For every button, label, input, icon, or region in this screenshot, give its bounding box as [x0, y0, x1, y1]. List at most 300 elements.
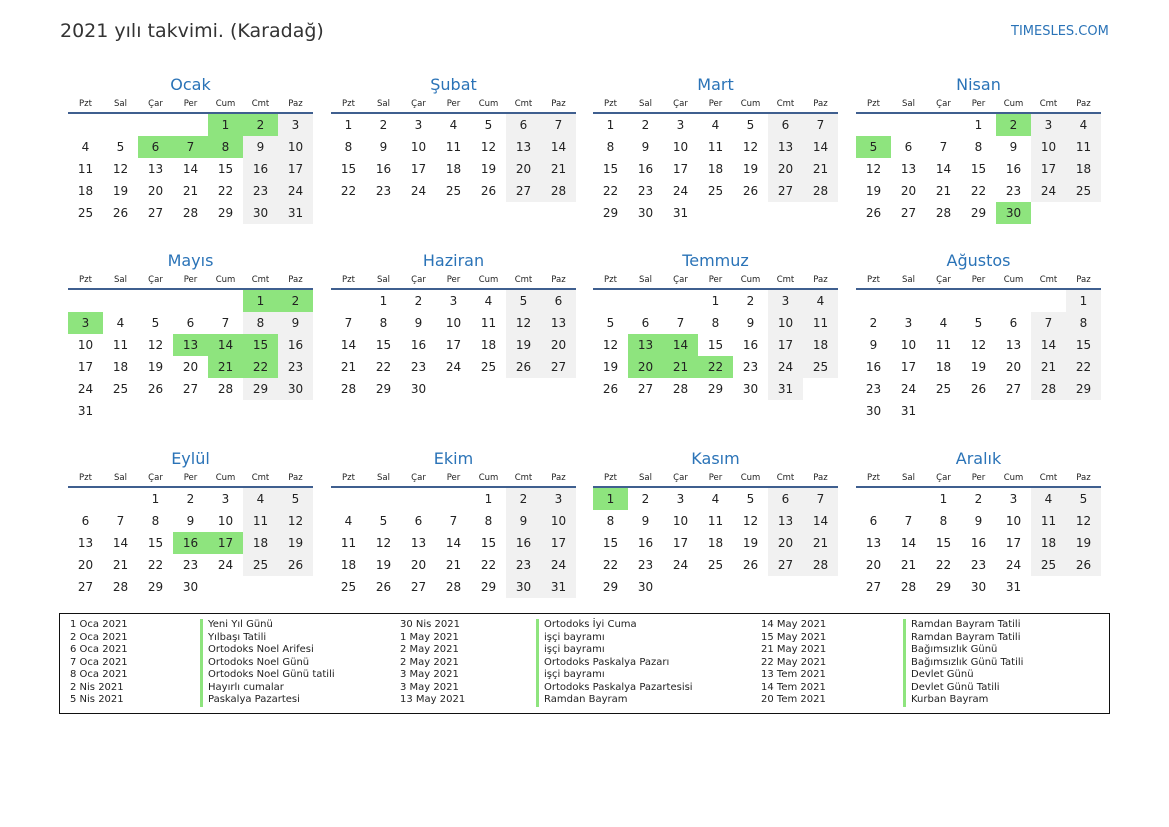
empty-cell: [768, 576, 803, 598]
day-cell: 23: [637, 558, 654, 572]
empty-cell: [138, 290, 173, 312]
day-cell: 10: [217, 514, 234, 528]
day-cell: 4: [711, 492, 720, 506]
day-cell: 24: [672, 184, 689, 198]
day-cell: 3: [449, 294, 458, 308]
day-cell: 4: [711, 118, 720, 132]
day-cell: 9: [186, 514, 195, 528]
weekday-label: Çar: [148, 275, 163, 285]
holiday-date: 1 Oca 2021: [70, 619, 128, 630]
weekday-label: Per: [708, 99, 723, 109]
day-cell: 25: [803, 356, 838, 378]
day-cell: 22: [1066, 356, 1101, 378]
weekday-label: Cum: [478, 473, 499, 483]
weekday-label: Cum: [740, 473, 761, 483]
weekday-label: Sal: [114, 473, 127, 483]
weekday-label: Çar: [936, 473, 951, 483]
weekday-label: Cum: [215, 473, 236, 483]
day-cell: 22: [698, 356, 733, 378]
day-cell: 29: [970, 206, 987, 220]
weekday-label: Per: [708, 275, 723, 285]
day-cell: 1: [208, 114, 243, 136]
day-cell: 11: [340, 536, 357, 550]
holiday-name: Devlet Günü: [903, 669, 1023, 682]
empty-cell: [593, 290, 628, 312]
day-cell: 11: [445, 140, 462, 154]
day-cell: 27: [147, 206, 164, 220]
weekday-label: Çar: [673, 473, 688, 483]
day-cell: 8: [379, 316, 388, 330]
day-cell: 27: [77, 580, 94, 594]
day-cell: 6: [1009, 316, 1018, 330]
holiday-date: 2 May 2021: [400, 656, 459, 668]
day-cell: 29: [1066, 378, 1101, 400]
day-cell: 10: [672, 140, 689, 154]
day-grid: [856, 488, 1101, 598]
empty-cell: [243, 576, 278, 598]
day-cell: 8: [484, 514, 493, 528]
holiday-names-col-1: [200, 619, 335, 707]
weekday-label: Paz: [1076, 99, 1091, 109]
day-cell: 22: [935, 558, 952, 572]
day-cell: 16: [243, 158, 278, 180]
day-cell: 20: [768, 158, 803, 180]
weekday-label: Sal: [902, 473, 915, 483]
day-cell: 13: [768, 136, 803, 158]
day-cell: 30: [182, 580, 199, 594]
day-cell: 12: [480, 140, 497, 154]
month-2: [331, 74, 576, 202]
day-cell: 20: [768, 532, 803, 554]
day-cell: 18: [340, 558, 357, 572]
weekday-label: Cum: [215, 99, 236, 109]
weekday-label: Cmt: [776, 99, 795, 109]
day-cell: 30: [278, 378, 313, 400]
weekday-label: Pzt: [604, 473, 617, 483]
day-cell: 1: [379, 294, 388, 308]
day-cell: 1: [243, 290, 278, 312]
day-cell: 8: [939, 514, 948, 528]
day-cell: 24: [672, 558, 689, 572]
day-cell: 4: [344, 514, 353, 528]
day-cell: 18: [707, 536, 724, 550]
month-name: Haziran: [422, 251, 485, 270]
empty-cell: [803, 576, 838, 598]
weekday-label: Sal: [639, 473, 652, 483]
holiday-name: işçi bayramı: [536, 632, 693, 645]
day-cell: 21: [182, 184, 199, 198]
day-cell: 17: [410, 162, 427, 176]
day-cell: 26: [865, 206, 882, 220]
weekday-label: Sal: [114, 275, 127, 285]
empty-cell: [331, 290, 366, 312]
day-cell: 27: [900, 206, 917, 220]
holiday-name: Yılbaşı Tatili: [200, 632, 335, 645]
holiday-name: Ramdan Bayram Tatili: [903, 632, 1023, 645]
day-cell: 19: [506, 334, 541, 356]
day-cell: 1: [606, 118, 615, 132]
empty-cell: [138, 400, 173, 422]
day-cell: 27: [768, 180, 803, 202]
empty-cell: [278, 576, 313, 598]
day-cell: 11: [707, 140, 724, 154]
day-cell: 10: [541, 510, 576, 532]
holiday-date: 14 May 2021: [761, 619, 827, 630]
weekday-label: Cum: [740, 99, 761, 109]
day-cell: 22: [375, 360, 392, 374]
weekday-label: Per: [971, 473, 986, 483]
day-grid: [593, 114, 838, 224]
day-cell: 5: [379, 514, 388, 528]
day-cell: 22: [602, 558, 619, 572]
empty-cell: [996, 290, 1031, 312]
empty-cell: [366, 488, 401, 510]
holiday-date: 15 May 2021: [761, 631, 827, 643]
holiday-date: 5 Nis 2021: [70, 694, 124, 705]
day-cell: 14: [935, 162, 952, 176]
month-name: Eylül: [171, 449, 210, 468]
day-cell: 12: [742, 140, 759, 154]
empty-cell: [768, 202, 803, 224]
day-cell: 20: [410, 558, 427, 572]
day-cell: 12: [742, 514, 759, 528]
weekday-label: Cum: [1003, 473, 1024, 483]
empty-cell: [331, 488, 366, 510]
day-cell: 28: [445, 580, 462, 594]
day-cell: 20: [1005, 360, 1022, 374]
empty-cell: [891, 114, 926, 136]
day-cell: 16: [410, 338, 427, 352]
weekday-label: Cmt: [1039, 473, 1058, 483]
holiday-date: 30 Nis 2021: [400, 619, 460, 630]
day-cell: 30: [637, 206, 654, 220]
day-cell: 11: [1031, 510, 1066, 532]
day-cell: 16: [742, 338, 759, 352]
empty-cell: [803, 378, 838, 400]
day-cell: 18: [1066, 158, 1101, 180]
weekday-label: Pzt: [342, 99, 355, 109]
day-cell: 14: [112, 536, 129, 550]
day-cell: 2: [974, 492, 983, 506]
day-cell: 16: [637, 162, 654, 176]
empty-cell: [1031, 290, 1066, 312]
day-cell: 30: [637, 580, 654, 594]
day-cell: 24: [1031, 180, 1066, 202]
day-cell: 1: [1066, 290, 1101, 312]
holiday-date: 2 Nis 2021: [70, 681, 124, 693]
empty-cell: [698, 202, 733, 224]
weekday-label: Pzt: [79, 473, 92, 483]
day-cell: 18: [445, 162, 462, 176]
month-name: Kasım: [691, 449, 740, 468]
weekday-label: Per: [708, 473, 723, 483]
day-cell: 2: [869, 316, 878, 330]
day-cell: 26: [506, 356, 541, 378]
day-cell: 10: [445, 316, 462, 330]
weekday-label: Çar: [936, 99, 951, 109]
site-link[interactable]: TIMESLES.COM: [1011, 24, 1109, 39]
weekday-label: Per: [446, 99, 461, 109]
weekday-label: Cmt: [514, 473, 533, 483]
day-grid: [331, 114, 576, 202]
weekday-label: Cmt: [514, 275, 533, 285]
day-cell: 6: [138, 136, 173, 158]
day-cell: 8: [974, 140, 983, 154]
empty-cell: [278, 400, 313, 422]
empty-cell: [733, 202, 768, 224]
day-cell: 31: [278, 202, 313, 224]
holiday-date: 7 Oca 2021: [70, 656, 128, 668]
day-cell: 15: [970, 162, 987, 176]
day-cell: 1: [593, 488, 628, 510]
day-cell: 31: [672, 206, 689, 220]
day-cell: 13: [628, 334, 663, 356]
day-cell: 20: [182, 360, 199, 374]
day-cell: 17: [77, 360, 94, 374]
day-cell: 1: [711, 294, 720, 308]
empty-cell: [401, 488, 436, 510]
weekday-label: Cmt: [514, 99, 533, 109]
day-cell: 3: [414, 118, 423, 132]
day-cell: 14: [803, 136, 838, 158]
weekday-label: Cum: [1003, 275, 1024, 285]
day-cell: 28: [112, 580, 129, 594]
empty-cell: [961, 290, 996, 312]
day-cell: 12: [602, 338, 619, 352]
day-cell: 25: [1066, 180, 1101, 202]
day-cell: 16: [1005, 162, 1022, 176]
day-cell: 2: [746, 294, 755, 308]
day-cell: 3: [221, 492, 230, 506]
day-cell: 23: [970, 558, 987, 572]
day-cell: 16: [375, 162, 392, 176]
weekday-label: Çar: [148, 473, 163, 483]
day-cell: 17: [672, 162, 689, 176]
day-cell: 18: [803, 334, 838, 356]
day-cell: 9: [506, 510, 541, 532]
empty-cell: [103, 488, 138, 510]
weekday-label: Sal: [902, 99, 915, 109]
day-cell: 22: [340, 184, 357, 198]
month-name: Ekim: [433, 449, 474, 468]
day-cell: 17: [541, 532, 576, 554]
day-cell: 19: [1066, 532, 1101, 554]
day-cell: 13: [541, 312, 576, 334]
holiday-date: 2 Oca 2021: [70, 631, 128, 643]
day-cell: 22: [480, 558, 497, 572]
day-cell: 4: [81, 140, 90, 154]
holiday-date: 22 May 2021: [761, 656, 827, 668]
weekday-label: Çar: [411, 99, 426, 109]
empty-cell: [1031, 202, 1066, 224]
day-cell: 29: [935, 580, 952, 594]
month-name: Ocak: [170, 75, 211, 94]
empty-cell: [1031, 400, 1066, 422]
month-name: Aralık: [955, 449, 1002, 468]
empty-cell: [208, 400, 243, 422]
day-cell: 3: [904, 316, 913, 330]
empty-cell: [103, 114, 138, 136]
day-cell: 13: [865, 536, 882, 550]
weekday-label: Paz: [551, 275, 566, 285]
day-cell: 28: [900, 580, 917, 594]
empty-cell: [803, 202, 838, 224]
day-cell: 22: [243, 356, 278, 378]
day-cell: 6: [414, 514, 423, 528]
weekday-label: Pzt: [79, 99, 92, 109]
day-cell: 8: [344, 140, 353, 154]
day-cell: 7: [173, 136, 208, 158]
weekday-header: [331, 272, 576, 290]
weekday-label: Cmt: [776, 473, 795, 483]
day-cell: 23: [375, 184, 392, 198]
day-cell: 29: [147, 580, 164, 594]
day-cell: 4: [449, 118, 458, 132]
day-cell: 15: [217, 162, 234, 176]
day-cell: 16: [506, 532, 541, 554]
month-name: Temmuz: [682, 251, 749, 270]
day-cell: 25: [707, 184, 724, 198]
day-cell: 30: [742, 382, 759, 396]
month-1: [68, 74, 313, 224]
day-cell: 7: [904, 514, 913, 528]
day-cell: 21: [663, 356, 698, 378]
empty-cell: [961, 400, 996, 422]
holiday-date: 14 Tem 2021: [761, 681, 826, 693]
day-cell: 12: [506, 312, 541, 334]
holiday-name: Kurban Bayram: [903, 694, 1023, 707]
holiday-date: 3 May 2021: [400, 681, 459, 693]
weekday-label: Paz: [288, 99, 303, 109]
weekday-label: Pzt: [867, 275, 880, 285]
day-cell: 5: [151, 316, 160, 330]
day-cell: 13: [410, 536, 427, 550]
holiday-name: Bağımsızlık Günü Tatili: [903, 657, 1023, 670]
weekday-label: Çar: [673, 99, 688, 109]
weekday-label: Cum: [215, 275, 236, 285]
day-cell: 23: [278, 356, 313, 378]
day-cell: 27: [865, 580, 882, 594]
day-cell: 29: [243, 378, 278, 400]
day-cell: 29: [375, 382, 392, 396]
day-cell: 15: [1066, 334, 1101, 356]
day-cell: 24: [541, 554, 576, 576]
day-cell: 23: [243, 180, 278, 202]
weekday-label: Cmt: [1039, 275, 1058, 285]
day-cell: 8: [243, 312, 278, 334]
day-cell: 13: [173, 334, 208, 356]
day-cell: 4: [1066, 114, 1101, 136]
day-cell: 9: [641, 140, 650, 154]
day-cell: 22: [147, 558, 164, 572]
day-cell: 25: [445, 184, 462, 198]
day-cell: 9: [746, 316, 755, 330]
day-grid: [856, 290, 1101, 422]
day-cell: 11: [803, 312, 838, 334]
day-cell: 27: [410, 580, 427, 594]
day-cell: 6: [641, 316, 650, 330]
month-name: Ağustos: [946, 251, 1011, 270]
day-cell: 24: [900, 382, 917, 396]
day-grid: [856, 114, 1101, 224]
day-cell: 22: [602, 184, 619, 198]
month-name: Mayıs: [167, 251, 214, 270]
month-7: [593, 250, 838, 400]
day-cell: 29: [602, 206, 619, 220]
month-12: [856, 448, 1101, 598]
day-cell: 11: [480, 316, 497, 330]
day-cell: 15: [935, 536, 952, 550]
day-cell: 25: [935, 382, 952, 396]
holiday-name: Devlet Günü Tatili: [903, 682, 1023, 695]
empty-cell: [103, 400, 138, 422]
day-cell: 29: [707, 382, 724, 396]
day-cell: 1: [974, 118, 983, 132]
day-cell: 21: [541, 158, 576, 180]
empty-cell: [628, 290, 663, 312]
day-cell: 18: [707, 162, 724, 176]
day-cell: 2: [996, 114, 1031, 136]
holiday-date: 21 May 2021: [761, 644, 827, 655]
day-cell: 31: [541, 576, 576, 598]
day-cell: 28: [672, 382, 689, 396]
weekday-header: [856, 470, 1101, 488]
empty-cell: [996, 400, 1031, 422]
day-cell: 17: [900, 360, 917, 374]
weekday-label: Paz: [1076, 473, 1091, 483]
day-cell: 24: [410, 184, 427, 198]
day-cell: 2: [506, 488, 541, 510]
day-cell: 16: [173, 532, 208, 554]
day-cell: 9: [414, 316, 423, 330]
holiday-name: Ortodoks Paskalya Pazarı: [536, 657, 693, 670]
weekday-label: Sal: [377, 99, 390, 109]
day-cell: 10: [1031, 136, 1066, 158]
weekday-label: Çar: [936, 275, 951, 285]
day-cell: 2: [243, 114, 278, 136]
holiday-name: işçi bayramı: [536, 669, 693, 682]
day-cell: 3: [68, 312, 103, 334]
empty-cell: [68, 488, 103, 510]
weekday-header: [68, 272, 313, 290]
day-cell: 15: [602, 536, 619, 550]
day-cell: 31: [900, 404, 917, 418]
day-cell: 16: [278, 334, 313, 356]
day-cell: 31: [768, 378, 803, 400]
day-cell: 8: [151, 514, 160, 528]
day-cell: 20: [865, 558, 882, 572]
day-cell: 1: [939, 492, 948, 506]
empty-cell: [173, 114, 208, 136]
empty-cell: [173, 290, 208, 312]
empty-cell: [891, 290, 926, 312]
day-cell: 25: [480, 360, 497, 374]
weekday-label: Sal: [377, 473, 390, 483]
day-cell: 12: [970, 338, 987, 352]
day-cell: 14: [1031, 334, 1066, 356]
weekday-header: [331, 470, 576, 488]
day-cell: 30: [996, 202, 1031, 224]
day-cell: 13: [77, 536, 94, 550]
day-cell: 29: [217, 206, 234, 220]
empty-cell: [926, 114, 961, 136]
day-cell: 17: [445, 338, 462, 352]
day-cell: 31: [1005, 580, 1022, 594]
day-cell: 27: [768, 554, 803, 576]
holiday-date: 8 Oca 2021: [70, 669, 128, 680]
weekday-label: Pzt: [867, 99, 880, 109]
empty-cell: [698, 576, 733, 598]
